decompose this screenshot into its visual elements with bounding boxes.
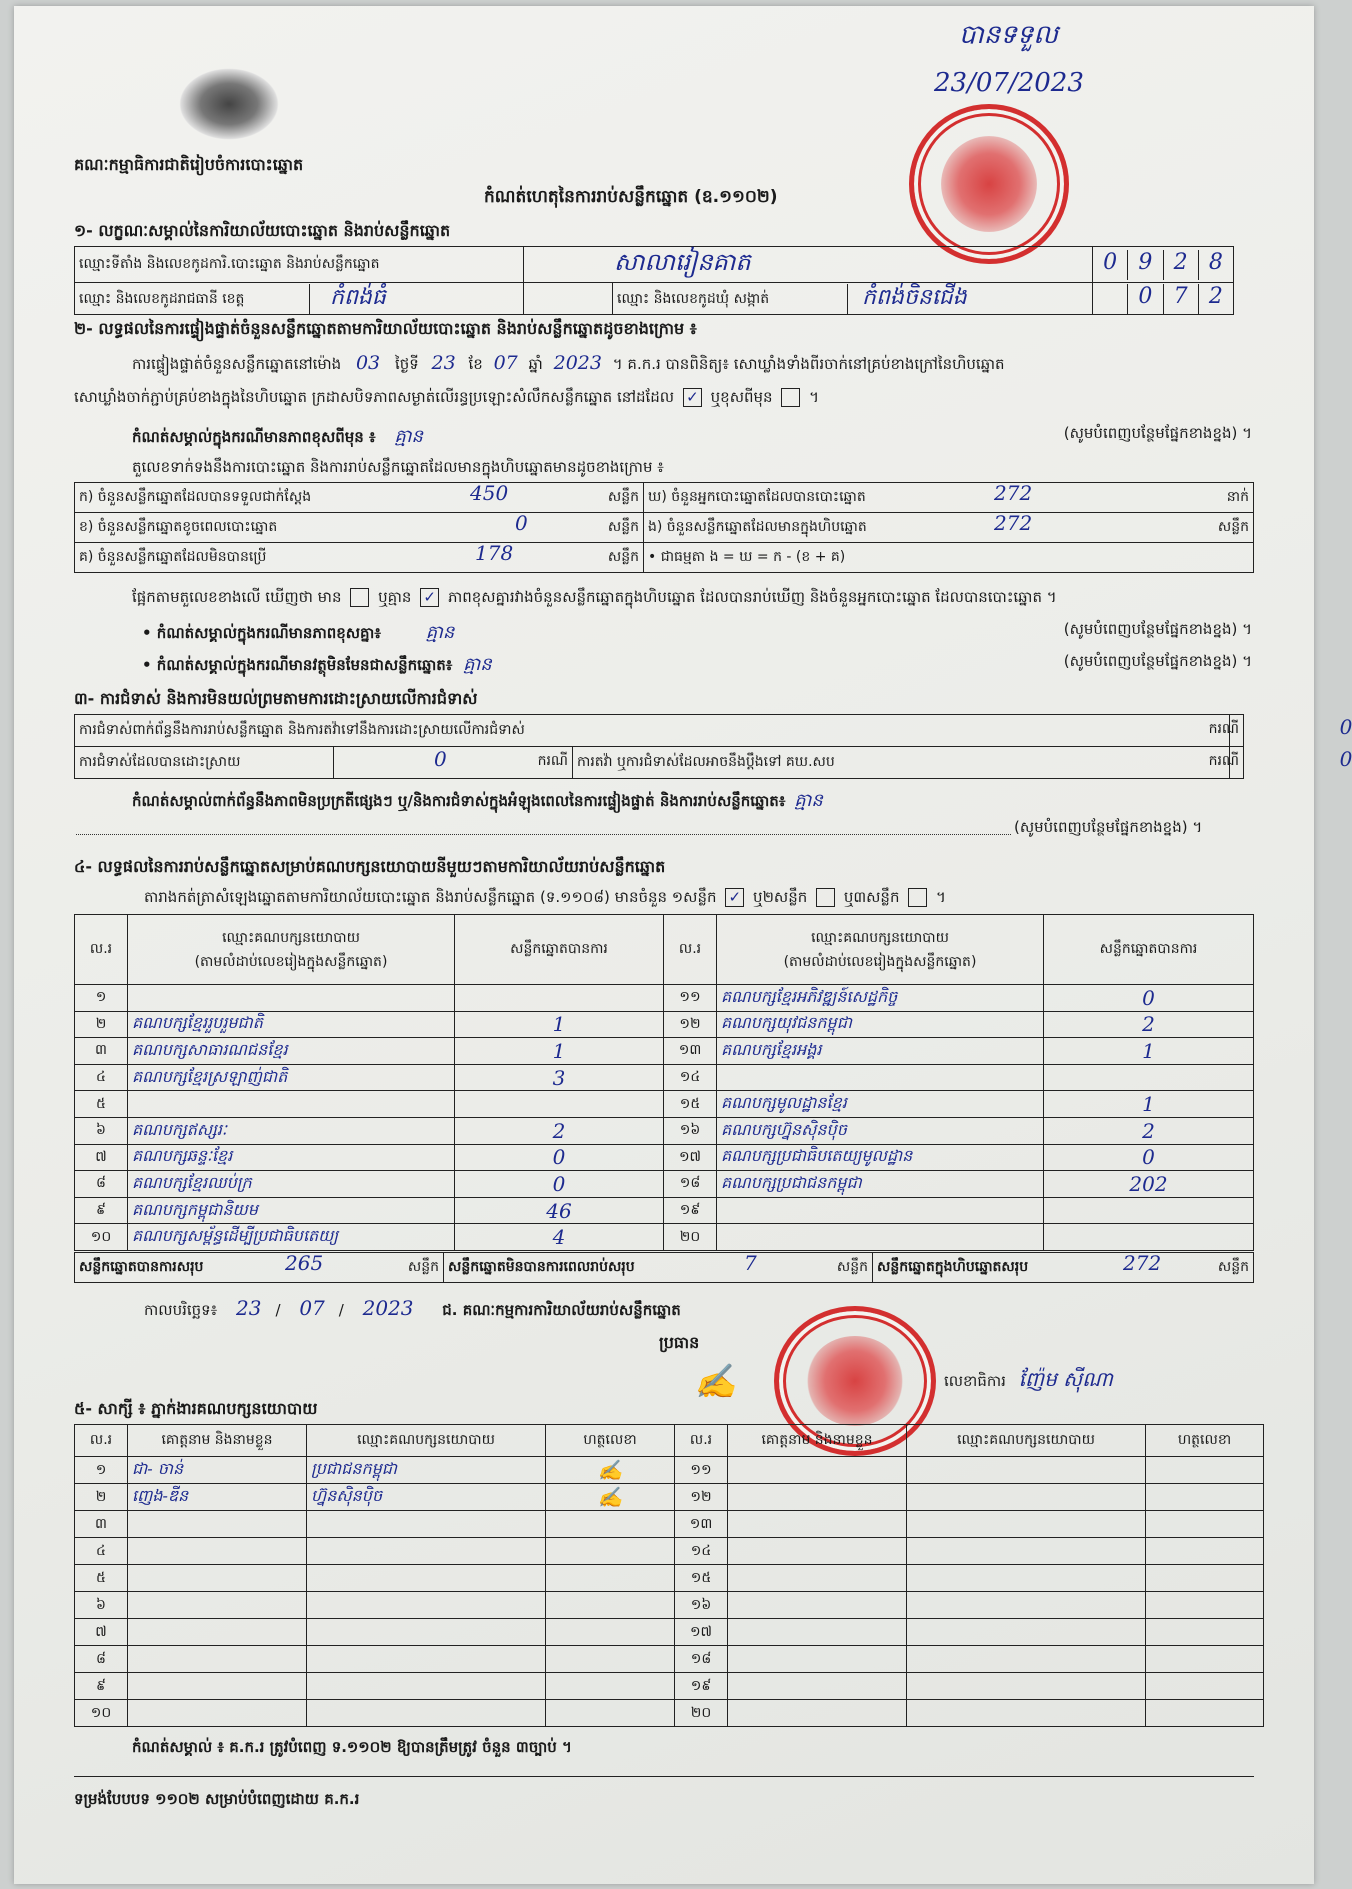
complaints-label: ការជំទាស់ពាក់ព័ន្ធនឹងការរាប់សន្លឹកឆ្នោត និងការតវ៉ាទៅនឹងការដោះស្រាយលើការជំទាស់ (75, 715, 1230, 747)
witness-name (728, 1592, 907, 1619)
col-no: ល.រ (664, 915, 717, 985)
note-3-value: គ្មាន (463, 654, 492, 675)
row-no: ១៧ (664, 1144, 717, 1171)
verify-month: 07 (493, 352, 518, 374)
col-votes: សន្លឹកឆ្នោតបានការ (1044, 915, 1254, 985)
commune-label: ឈ្មោះ និងលេខកូដឃុំ សង្កាត់ (613, 284, 848, 314)
witness-party (907, 1673, 1146, 1700)
figure-kha: ខ) ចំនួនសន្លឹកឆ្នោតខូចពេលបោះឆ្នោត 0 សន្លឹក (75, 513, 644, 543)
party-name: គណបក្សប្រជាជនកម្ពុជា (717, 1171, 1044, 1198)
witness-party (307, 1538, 546, 1565)
party-votes: 0 (1044, 985, 1254, 1012)
row-no: ៥ (75, 1565, 128, 1592)
row-no: ១ (75, 985, 128, 1012)
party-name: គណបក្សមូលដ្ឋានខ្មែរ (717, 1091, 1044, 1118)
row-no: ២០ (675, 1700, 728, 1727)
table-row (75, 1457, 1264, 1484)
row-no: ១៦ (675, 1592, 728, 1619)
col-sign: ហត្ថលេខា (1146, 1425, 1264, 1457)
party-name: គណបក្សយុវជនកម្ពុជា (717, 1011, 1044, 1038)
party-votes: 1 (1044, 1038, 1254, 1065)
table-row (75, 1511, 1264, 1538)
party-name: គណបក្សប្រជាធិបតេយ្យមូលដ្ឋាន (717, 1144, 1044, 1171)
row-no: ១១ (675, 1457, 728, 1484)
sheets-line: តារាងកត់ត្រាសំឡេងឆ្នោតតាមការិយាល័យបោះឆ្នោត និងរាប់សន្លឹកឆ្នោត (ទ.១១០៨) មានចំនួន ១សន្លឹក ✓ ឬ២សន្លឹក ឬ៣សន្លឹក ។ (144, 888, 946, 906)
signature-cell (546, 1700, 675, 1727)
official-stamp-icon (909, 104, 1069, 264)
table-row (75, 1064, 1254, 1091)
row-no: ១៦ (664, 1117, 717, 1144)
signature-cell (1146, 1538, 1264, 1565)
witness-party (907, 1511, 1146, 1538)
table-row (75, 1144, 1254, 1171)
votes-table (74, 914, 1254, 1251)
verify-year: 2023 (553, 352, 602, 374)
row-no: ៦ (75, 1592, 128, 1619)
witness-name (728, 1457, 907, 1484)
witness-name (728, 1673, 907, 1700)
signature-cell (546, 1511, 675, 1538)
note-1: កំណត់សម្គាល់ក្នុងករណីមានភាពខុសពីមុន ៖ គ្មាន (សូមបំពេញបន្ថែមផ្នែកខាងខ្នង) ។ (132, 424, 1252, 447)
form-title: កំណត់ហេតុនៃការរាប់សន្លឹកឆ្នោត (ឧ.១១០២) (484, 187, 778, 207)
row-no: ១០ (75, 1700, 128, 1727)
fill-hint: (សូមបំពេញបន្ថែមផ្នែកខាងខ្នង) ។ (1014, 818, 1203, 836)
signature-cell (1146, 1457, 1264, 1484)
witness-party (907, 1646, 1146, 1673)
figure-ngo: ង) ចំនួនសន្លឹកឆ្នោតដែលមានក្នុងហិបឆ្នោត 272 សន្លឹក (644, 513, 1254, 543)
signature-cell (1146, 1565, 1264, 1592)
col-no: ល.រ (675, 1425, 728, 1457)
witness-name (728, 1565, 907, 1592)
appeal-value: 0 (1339, 747, 1352, 771)
witness-name (728, 1511, 907, 1538)
row-no: ១០ (75, 1224, 128, 1251)
row-no: ៨ (75, 1646, 128, 1673)
table-row (75, 1565, 1264, 1592)
party-name (128, 985, 455, 1012)
col-party: ឈ្មោះគណបក្សនយោបាយ (តាមលំដាប់លេខរៀងក្នុងសន្លឹកឆ្នោត) (717, 915, 1044, 985)
signature-cell (546, 1592, 675, 1619)
witness-party (907, 1700, 1146, 1727)
witness-table (74, 1424, 1264, 1727)
table-row (75, 1673, 1264, 1700)
row-no: ២ (75, 1484, 128, 1511)
emblem-logo-icon (179, 68, 279, 140)
checkbox-empty-icon[interactable] (908, 888, 927, 907)
signing-date: កាលបរិច្ឆេទ៖ 23 / 07 / 2023 ជ. គណៈកម្មការការិយាល័យរាប់សន្លឹកឆ្នោត (144, 1296, 681, 1320)
complaints-table (74, 714, 1352, 779)
party-name (717, 1064, 1044, 1091)
signature-cell (546, 1484, 675, 1511)
signature-cell (1146, 1646, 1264, 1673)
party-votes: 0 (1044, 1144, 1254, 1171)
party-name: គណបក្សខ្មែរស្រឡាញ់ជាតិ (128, 1064, 455, 1091)
row-no: ៤ (75, 1538, 128, 1565)
date-day: 23 (236, 1296, 262, 1320)
col-party: ឈ្មោះគណបក្សនយោបាយ (តាមលំដាប់លេខរៀងក្នុងសន្លឹកឆ្នោត) (128, 915, 455, 985)
party-name: គណបក្សសាធារណជនខ្មែរ (128, 1038, 455, 1065)
party-name: គណបក្សឆន្ទៈខ្មែរ (128, 1144, 455, 1171)
figure-kha-value: 0 (515, 511, 528, 535)
figure-ko-value: 178 (475, 541, 514, 565)
row-no: ៨ (75, 1171, 128, 1198)
comparison-line: ផ្អែកតាមតួលេខខាងលើ ឃើញថា មាន ឬគ្មាន ✓ ភាពខុសគ្នារវាងចំនួនសន្លឹកឆ្នោតក្នុងហិបឆ្នោត ដែលបានរាប់ឃើញ និងចំនួនអ្នកបោះឆ្នោត ដែលបានបោះឆ្នោត ។ (132, 588, 1057, 606)
row-no: ១៤ (675, 1538, 728, 1565)
signature-cell (546, 1538, 675, 1565)
province-label: ឈ្មោះ និងលេខកូដរាជធានី ខេត្ត (75, 284, 310, 314)
note-3: • កំណត់សម្គាល់ក្នុងករណីមានវត្ថុមិនមែនជាសន្លឹកឆ្នោត៖ គ្មាន (សូមបំពេញបន្ថែមផ្នែកខាងខ្នង) ។ (142, 652, 1252, 675)
signature-cell (1146, 1511, 1264, 1538)
row-no: ៣ (75, 1511, 128, 1538)
formula: • ជាធម្មតា ង = ឃ = ក - (ខ + គ) (644, 543, 1254, 573)
signature-cell (1146, 1592, 1264, 1619)
province-cell (75, 283, 524, 315)
party-name: គណបក្សសម្ព័ន្ធដើម្បីប្រជាធិបតេយ្យ (128, 1224, 455, 1251)
appeal-cell: 0 ករណី (1229, 747, 1243, 779)
section-3-title: ៣- ការជំទាស់ និងការមិនយល់ព្រមតាមការដោះស្រាយលើការជំទាស់ (74, 689, 478, 708)
witness-name (128, 1592, 307, 1619)
witness-party (307, 1619, 546, 1646)
witness-name: ជា- ចាន់ (128, 1457, 307, 1484)
witness-party: ប្រជាជនកម្ពុជា (307, 1457, 546, 1484)
received-date: 23/07/2023 (934, 68, 1084, 98)
row-no: ៣ (75, 1038, 128, 1065)
witness-name (128, 1619, 307, 1646)
form-sheet (14, 6, 1352, 1884)
witness-party (907, 1592, 1146, 1619)
party-name: គណបក្សហ្វ៊ុនស៊ិនប៉ិច (717, 1117, 1044, 1144)
col-no: ល.រ (75, 915, 128, 985)
table-row (75, 1619, 1264, 1646)
table-row (75, 1484, 1264, 1511)
party-name: គណបក្សកម្ពុជានិយម (128, 1197, 455, 1224)
witness-name (128, 1700, 307, 1727)
party-votes: 1 (455, 1038, 664, 1065)
checkbox-empty-icon[interactable] (781, 388, 800, 407)
row-no: ១៣ (675, 1511, 728, 1538)
table-row (75, 1700, 1264, 1727)
total-box-value: 272 (1123, 1251, 1162, 1275)
signature-cell (546, 1673, 675, 1700)
row-no: ១៨ (664, 1171, 717, 1198)
figures-intro: តួលេខទាក់ទងនឹងការបោះឆ្នោត និងការរាប់សន្លឹកឆ្នោតដែលមានក្នុងហិបឆ្នោតមានដូចខាងក្រោម ៖ (132, 458, 664, 476)
col-name: គោត្តនាម និងនាមខ្លួន (128, 1425, 307, 1457)
table-row (75, 1224, 1254, 1251)
table-row (75, 1038, 1254, 1065)
row-no: ១៧ (675, 1619, 728, 1646)
witness-name (128, 1511, 307, 1538)
col-party: ឈ្មោះគណបក្សនយោបាយ (907, 1425, 1146, 1457)
complaints-value: 0 (1339, 715, 1352, 739)
witness-party (307, 1565, 546, 1592)
totals-table (74, 1252, 1254, 1283)
party-votes: 46 (455, 1197, 664, 1224)
witness-name (128, 1565, 307, 1592)
row-no: ៤ (75, 1064, 128, 1091)
row-no: ១៥ (664, 1091, 717, 1118)
location-table (74, 246, 1234, 315)
table-row (75, 1117, 1254, 1144)
witness-party (907, 1457, 1146, 1484)
total-valid: សន្លឹកឆ្នោតបានការសរុប 265 សន្លឹក (75, 1253, 444, 1283)
col-no: ល.រ (75, 1425, 128, 1457)
commune-value: កំពង់ចិនជើង (862, 284, 967, 310)
table-row (75, 1091, 1254, 1118)
row-no: ១ (75, 1457, 128, 1484)
party-name: គណបក្សខ្មែរឈប់ក្រ (128, 1171, 455, 1198)
witness-name (128, 1673, 307, 1700)
signature-cell (1146, 1673, 1264, 1700)
chair-label: ប្រធាន (659, 1333, 700, 1352)
checkbox-checked-icon[interactable]: ✓ (420, 588, 439, 607)
figure-kho-value: 272 (994, 481, 1033, 505)
resolved-value: 0 (434, 747, 447, 771)
row-no: ៧ (75, 1619, 128, 1646)
witness-party (307, 1646, 546, 1673)
date-month: 07 (299, 1296, 325, 1320)
row-no: ១៨ (675, 1646, 728, 1673)
col-party: ឈ្មោះគណបក្សនយោបាយ (307, 1425, 546, 1457)
signature-cell (1146, 1619, 1264, 1646)
signature-cell (1146, 1484, 1264, 1511)
row-no: ៦ (75, 1117, 128, 1144)
signature-cell (546, 1457, 675, 1484)
witness-name (728, 1538, 907, 1565)
table-row (75, 1171, 1254, 1198)
checkbox-empty-icon[interactable] (350, 588, 369, 607)
witness-name (728, 1484, 907, 1511)
row-no: ១២ (675, 1484, 728, 1511)
party-name: គណបក្សខ្មែរអភិវឌ្ឍន៍សេដ្ឋកិច្ច (717, 985, 1044, 1012)
col-votes: សន្លឹកឆ្នោតបានការ (455, 915, 664, 985)
form-note: ទម្រង់បែបបទ ១១០២ សម្រាប់បំពេញដោយ គ.ក.រ (74, 1790, 360, 1808)
figure-ko: គ) ចំនួនសន្លឹកឆ្នោតដែលមិនបានប្រើ 178 សន្លឹក (75, 543, 644, 573)
location-value: សាលារៀនគាត (524, 247, 1093, 283)
section-1-title: ១- លក្ខណៈសម្គាល់នៃការិយាល័យបោះឆ្នោត និងរាប់សន្លឹកឆ្នោត (74, 221, 451, 240)
party-votes: 1 (1044, 1091, 1254, 1118)
irregularity-note: កំណត់សម្គាល់ពាក់ព័ន្ធនឹងភាពមិនប្រក្រតីផ្សេងៗ ឬ/និងការជំទាស់ក្នុងអំឡុងពេលនៃការផ្ទៀងផ្ទាត់ និងការរាប់សន្លឹកឆ្នោត៖ គ្មាន (132, 790, 823, 811)
party-votes: 0 (455, 1171, 664, 1198)
party-votes: 4 (455, 1224, 664, 1251)
party-votes (455, 985, 664, 1012)
checkbox-checked-icon[interactable]: ✓ (725, 888, 744, 907)
note-2-value: គ្មាន (425, 622, 455, 643)
party-name (717, 1224, 1044, 1251)
figure-kho: ឃ) ចំនួនអ្នកបោះឆ្នោតដែលបានបោះឆ្នោត 272 នាក់ (644, 483, 1254, 513)
resolved-label: ការជំទាស់ដែលបានដោះស្រាយ (75, 747, 334, 779)
row-no: ២ (75, 1011, 128, 1038)
table-row (75, 1197, 1254, 1224)
row-no: ២០ (664, 1224, 717, 1251)
province-value: កំពង់ធំ (330, 284, 386, 310)
party-name: គណបក្សខ្មែរអង្គរ (717, 1038, 1044, 1065)
verification-line-1: ការផ្ទៀងផ្ទាត់ចំនួនសន្លឹកឆ្នោតនៅម៉ោង 03 ថ្ងៃទី 23 ខែ 07 ឆ្នាំ 2023 ។ គ.ក.រ បានពិនិត្យ៖ សោឃ្លាំងទាំងពីរចាក់នៅគ្រប់ខាងក្រៅនៃហិបឆ្នោត (132, 352, 1005, 374)
witness-party (907, 1484, 1146, 1511)
signature-cell (546, 1646, 675, 1673)
row-no: ១១ (664, 985, 717, 1012)
secretary: លេខាធិការ ញ៉ែម ស៊ីណា (944, 1367, 1113, 1391)
note-1-value: គ្មាន (394, 426, 423, 447)
party-votes: 1 (455, 1011, 664, 1038)
checkbox-empty-icon[interactable] (816, 888, 835, 907)
party-votes (1044, 1064, 1254, 1091)
table-row (75, 1011, 1254, 1038)
location-code: 0 9 2 8 (1093, 247, 1234, 283)
section-5-title: ៥- សាក្សី ៖ ភ្នាក់ងារគណបក្សនយោបាយ (74, 1399, 318, 1418)
witness-name (128, 1646, 307, 1673)
table-row (75, 1592, 1264, 1619)
commune-code: 0 7 2 (1093, 283, 1234, 315)
total-invalid: សន្លឹកឆ្នោតមិនបានការពេលរាប់សរុប 7 សន្លឹក (444, 1253, 873, 1283)
party-votes (1044, 1197, 1254, 1224)
witness-party (307, 1511, 546, 1538)
total-invalid-value: 7 (744, 1251, 757, 1275)
row-no: ១៤ (664, 1064, 717, 1091)
col-name: គោត្តនាម និងនាមខ្លួន (728, 1425, 907, 1457)
row-no: ៧ (75, 1144, 128, 1171)
party-name (128, 1091, 455, 1118)
row-no: ១២ (664, 1011, 717, 1038)
resolved-cell: 0 ករណី (334, 747, 573, 779)
witness-name (728, 1646, 907, 1673)
party-votes: 2 (1044, 1117, 1254, 1144)
party-votes: 2 (455, 1117, 664, 1144)
figure-ngo-value: 272 (994, 511, 1033, 535)
table-row (75, 1646, 1264, 1673)
figure-ka: ក) ចំនួនសន្លឹកឆ្នោតដែលបានទទួលជាក់ស្តែង 450 សន្លឹក (75, 483, 644, 513)
section-2-title: ២- លទ្ធផលនៃការផ្ទៀងផ្ទាត់ចំនួនសន្លឹកឆ្នោតតាមការិយាល័យបោះឆ្នោត និងរាប់សន្លឹកឆ្នោតដូចខាងក្រោម ៖ (74, 319, 697, 338)
location-label: ឈ្មោះទីតាំង និងលេខកូដការិ.បោះឆ្នោត និងរាប់សន្លឹកឆ្នោត (75, 247, 524, 283)
party-votes: 3 (455, 1064, 664, 1091)
row-no: ១៩ (664, 1197, 717, 1224)
verification-line-2: សោឃ្លាំងចាក់ភ្ជាប់គ្រប់ខាងក្នុងនៃហិបឆ្នោត ក្រដាសបិទភាពសម្ងាត់លើរន្ធប្រឡោះសំលឹកសន្លឹកឆ្នោត នៅដដែល ✓ ឬខុសពីមុន ។ (74, 388, 819, 406)
signature-cell (546, 1565, 675, 1592)
witness-party: ហ្វ៊ុនស៊ិនប៉ិច (307, 1484, 546, 1511)
signature-cell (1146, 1700, 1264, 1727)
party-votes: 0 (455, 1144, 664, 1171)
irregularity-value: គ្មាន (794, 790, 823, 811)
row-no: ១៣ (664, 1038, 717, 1065)
received-label: បានទទួល (959, 20, 1059, 50)
row-no: ៩ (75, 1673, 128, 1700)
row-no: ១៥ (675, 1565, 728, 1592)
note-2: • កំណត់សម្គាល់ក្នុងករណីមានភាពខុសគ្នា៖ គ្មាន (សូមបំពេញបន្ថែមផ្នែកខាងខ្នង) ។ (142, 620, 1252, 643)
signature-icon: ✍ (597, 1485, 623, 1509)
witness-name (128, 1538, 307, 1565)
figures-table (74, 482, 1254, 573)
chair-signature-icon: ✍ (694, 1362, 737, 1402)
party-name: គណបក្សឥស្សរៈ (128, 1117, 455, 1144)
appeal-label: ការតវ៉ា ឬការជំទាស់ដែលអាចនឹងប្តឹងទៅ គឃ.សប (573, 747, 1230, 779)
witness-party (307, 1673, 546, 1700)
witness-name: ញេង-ឌីន (128, 1484, 307, 1511)
verify-hour: 03 (355, 352, 381, 374)
table-row (75, 985, 1254, 1012)
row-no: ៩ (75, 1197, 128, 1224)
signature-icon: ✍ (597, 1458, 623, 1482)
party-name: គណបក្សខ្មែររួបរួមជាតិ (128, 1011, 455, 1038)
commission-name: គណៈកម្មាធិការជាតិរៀបចំការបោះឆ្នោត (74, 155, 304, 174)
witness-party (907, 1565, 1146, 1592)
party-name (717, 1197, 1044, 1224)
row-no: ១៩ (675, 1673, 728, 1700)
party-votes (1044, 1224, 1254, 1251)
table-row (75, 1538, 1264, 1565)
witness-party (907, 1538, 1146, 1565)
witness-name (728, 1619, 907, 1646)
footer-note: កំណត់សម្គាល់ ៖ គ.ក.រ ត្រូវបំពេញ ទ.១១០២ ឱ្យបានត្រឹមត្រូវ ចំនួន ៣ច្បាប់ ។ (132, 1738, 572, 1756)
witness-party (307, 1700, 546, 1727)
complaints-cell: 0 ករណី (1229, 715, 1243, 747)
party-votes: 2 (1044, 1011, 1254, 1038)
commune-cell (613, 283, 1093, 315)
party-votes (455, 1091, 664, 1118)
witness-party (307, 1592, 546, 1619)
verify-day: 23 (431, 352, 456, 374)
party-votes: 202 (1044, 1171, 1254, 1198)
col-sign: ហត្ថលេខា (546, 1425, 675, 1457)
total-valid-value: 265 (285, 1251, 324, 1275)
date-year: 2023 (362, 1296, 414, 1320)
secretary-name: ញ៉ែម ស៊ីណា (1018, 1367, 1113, 1391)
row-no: ៥ (75, 1091, 128, 1118)
section-4-title: ៤- លទ្ធផលនៃការរាប់សន្លឹកឆ្នោតសម្រាប់គណបក្សនយោបាយនីមួយៗតាមការិយាល័យរាប់សន្លឹកឆ្នោត (74, 857, 666, 876)
checkbox-checked-icon[interactable]: ✓ (683, 388, 702, 407)
total-box: សន្លឹកឆ្នោតក្នុងហិបឆ្នោតសរុប 272 សន្លឹក (873, 1253, 1254, 1283)
witness-party (907, 1619, 1146, 1646)
figure-ka-value: 450 (470, 481, 509, 505)
witness-name (728, 1700, 907, 1727)
signature-cell (546, 1619, 675, 1646)
